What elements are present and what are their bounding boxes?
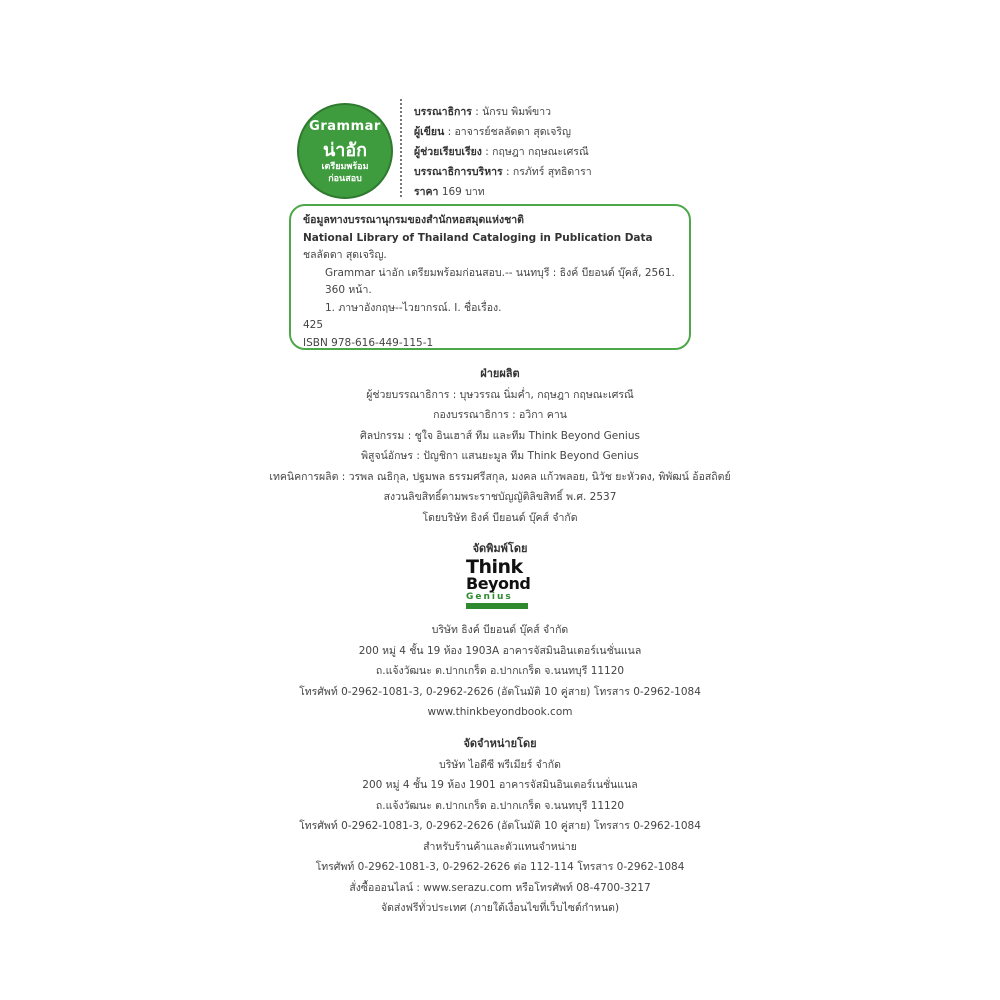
logo-badge [297, 103, 393, 199]
credit-value: อาจารย์ชลลัดดา สุดเจริญ [454, 126, 571, 138]
distributor-line: ถ.แจ้งวัฒนะ ต.ปากเกร็ด อ.ปากเกร็ด จ.นนทบุรี 11120 [375, 799, 625, 812]
distributor-line: จัดส่งฟรีทั่วประเทศ (ภายใต้เงื่อนไขที่เว็บไซต์กำหนด) [380, 902, 620, 914]
credit-label: ราคา [414, 186, 439, 198]
logo-tagline [299, 161, 391, 185]
cip-subject: 1. ภาษาอังกฤษ--ไวยากรณ์. I. ชื่อเรื่อง. [325, 301, 502, 314]
credit-label: ผู้ช่วยเรียบเรียง [414, 146, 482, 158]
publisher-section [200, 620, 800, 723]
distributor-line: บริษัท ไอดีซี พรีเมียร์ จำกัด [439, 758, 561, 771]
publisher-website: www.thinkbeyondbook.com [427, 706, 573, 718]
credit-row: ผู้ช่วยเรียบเรียง : กฤษฎา กฤษณะเศรณี [414, 146, 589, 158]
publisher-line: โทรศัพท์ 0-2962-1081-3, 0-2962-2626 (อัตโนมัติ 10 คู่สาย) โทรสาร 0-2962-1084 [299, 685, 701, 698]
publisher-title: จัดพิมพ์โดย [472, 542, 528, 555]
production-title: ฝ่ายผลิต [480, 367, 520, 380]
cip-title-en: National Library of Thailand Cataloging in Publication Data [303, 231, 653, 244]
book-logo [297, 103, 393, 199]
distributor-section [200, 734, 800, 919]
logo-subtitle: น่าอัก [322, 140, 368, 161]
credit-label: บรรณาธิการบริหาร [414, 166, 503, 178]
cip-author: ชลลัดดา สุดเจริญ. [303, 249, 387, 261]
credit-row [414, 182, 592, 202]
logo-line-genius: Genius [466, 592, 513, 602]
production-line: โดยบริษัท ธิงค์ บียอนด์ บุ๊คส์ จำกัด [422, 511, 578, 524]
production-line: กองบรรณาธิการ : อวิกา คาน [433, 409, 567, 421]
cip-pages: 360 หน้า. [325, 284, 372, 296]
credit-row: บรรณาธิการบริหาร : กรภัทร์ สุทธิดารา [414, 166, 592, 178]
production-line: พิสูจน์อักษร : ปัญชิกา แสนยะมูล ทีม Think Beyond Genius [361, 450, 639, 462]
credits-divider [400, 99, 402, 197]
production-line: ผู้ช่วยบรรณาธิการ : บุษวรรณ นิ่มค่ำ, กฤษฎา กฤษณะเศรณี [366, 388, 634, 401]
credit-value: กรภัทร์ สุทธิดารา [512, 166, 592, 178]
credit-label: ผู้เขียน [414, 126, 445, 138]
credit-row: ผู้เขียน : อาจารย์ชลลัดดา สุดเจริญ [414, 126, 571, 138]
publisher-line: ถ.แจ้งวัฒนะ ต.ปากเกร็ด อ.ปากเกร็ด จ.นนทบุรี 11120 [375, 665, 625, 677]
distributor-line: โทรศัพท์ 0-2962-1081-3, 0-2962-2626 ต่อ 112-114 โทรสาร 0-2962-1084 [315, 861, 685, 873]
cip-title-th: ข้อมูลทางบรรณานุกรมของสำนักหอสมุดแห่งชาติ [303, 214, 524, 226]
distributor-line: โทรศัพท์ 0-2962-1081-3, 0-2962-2626 (อัตโนมัติ 10 คู่สาย) โทรสาร 0-2962-1084 [299, 820, 701, 832]
think-beyond-logo [466, 558, 534, 614]
logo-line-beyond: Beyond [466, 574, 531, 593]
cip-box [289, 204, 691, 350]
distributor-line: สั่งซื้อออนไลน์ : www.serazu.com หรือโทรศัพท์ 08-4700-3217 [349, 881, 651, 894]
cip-isbn: ISBN 978-616-449-115-1 [303, 336, 434, 349]
logo-underline [466, 603, 528, 609]
distributor-title: จัดจำหน่ายโดย [463, 737, 537, 750]
production-line: สงวนลิขสิทธิ์ตามพระราชบัญญัติลิขสิทธิ์ พ.ศ. 2537 [383, 491, 617, 503]
production-line: เทคนิคการผลิต : วรพล ณธิกุล, ปฐมพล ธรรมศรีสกุล, มงคล แก้วพลอย, นิวัช ยะหัวดง, พิพัฒน์ อ้อสถิตย์ [269, 470, 731, 483]
credit-value: นักรบ พิมพ์ขาว [482, 106, 552, 118]
credit-value: 169 บาท [441, 186, 485, 198]
production-section [200, 364, 800, 528]
cip-class: 425 [303, 319, 324, 331]
production-line: ศิลปกรรม : ชูใจ อินเฮาส์ ทีม และทีม Think Beyond Genius [360, 429, 640, 442]
logo-tagline-2: ก่อนสอบ [328, 174, 362, 184]
distributor-line: 200 หมู่ 4 ชั้น 19 ห้อง 1901 อาคารจัสมินอินเตอร์เนชั่นแนล [362, 779, 638, 791]
logo-title: Grammar [309, 119, 381, 134]
distributor-line: สำหรับร้านค้าและตัวแทนจำหน่าย [423, 840, 577, 853]
logo-tagline-1: เตรียมพร้อม [321, 162, 369, 172]
logo-line-think: Think [466, 556, 523, 578]
publisher-line: บริษัท ธิงค์ บียอนด์ บุ๊คส์ จำกัด [431, 624, 569, 636]
credits-block [414, 102, 592, 202]
publisher-line: 200 หมู่ 4 ชั้น 19 ห้อง 1903A อาคารจัสมินอินเตอร์เนชั่นแนล [358, 644, 642, 657]
credit-row: บรรณาธิการ : นักรบ พิมพ์ขาว [414, 106, 552, 118]
credit-label: บรรณาธิการ [414, 106, 472, 118]
cip-entry: Grammar น่าอัก เตรียมพร้อมก่อนสอบ.-- นนทบุรี : ธิงค์ บียอนด์ บุ๊คส์, 2561. [325, 266, 675, 279]
credit-value: กฤษฎา กฤษณะเศรณี [492, 146, 589, 158]
